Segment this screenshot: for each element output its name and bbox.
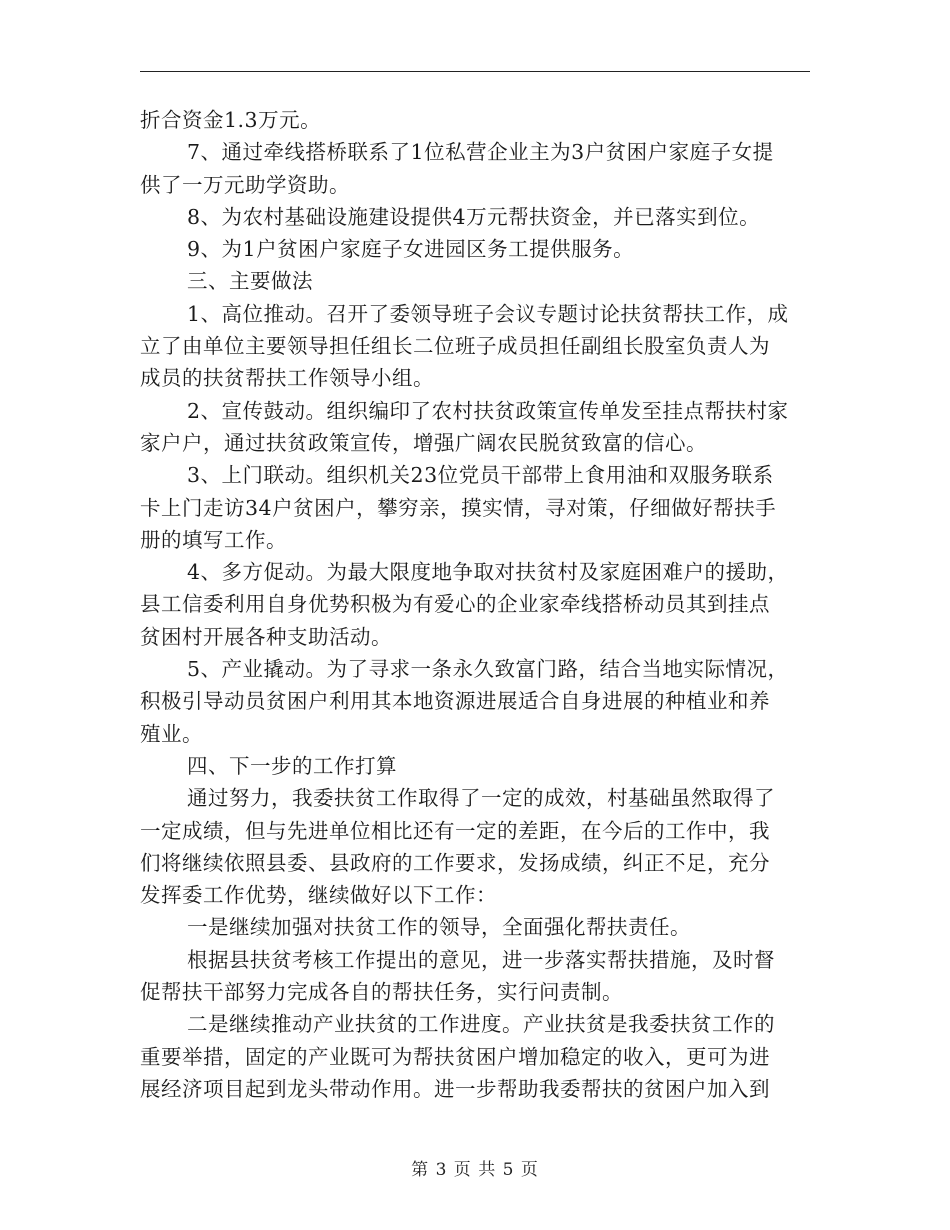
text-line: 重要举措，固定的产业既可为帮扶贫困户增加稳定的收入，更可为进 [140,1044,770,1069]
text-line: 展经济项目起到龙头带动作用。进一步帮助我委帮扶的贫困户加入到 [140,1076,770,1101]
text-line: 们将继续依照县委、县政府的工作要求，发扬成绩，纠正不足，充分 [140,850,770,875]
text-line: 成员的扶贫帮扶工作领导小组。 [140,366,434,391]
text-line: 7、通过牵线搭桥联系了1位私营企业主为3户贫困户家庭子女提 [187,140,774,165]
text-line: 县工信委利用自身优势积极为有爱心的企业家牵线搭桥动员其到挂点 [140,592,770,617]
text-line: 根据县扶贫考核工作提出的意见，进一步落实帮扶措施，及时督 [187,947,775,972]
text-line: 9、为1户贫困户家庭子女进园区务工提供服务。 [187,237,635,262]
text-line: 4、多方促动。为最大限度地争取对扶贫村及家庭困难户的援助， [187,560,789,585]
text-line: 殖业。 [140,721,203,746]
text-line: 积极引导动员贫困户利用其本地资源进展适合自身进展的种植业和养 [140,689,770,714]
text-line: 四、下一步的工作打算 [187,753,397,778]
text-line: 3、上门联动。组织机关23位党员干部带上食用油和双服务联系 [187,463,774,488]
text-line: 三、主要做法 [187,269,313,294]
text-line: 促帮扶干部努力完成各自的帮扶任务，实行问责制。 [140,980,623,1005]
text-line: 册的填写工作。 [140,527,287,552]
text-line: 一是继续加强对扶贫工作的领导，全面强化帮扶责任。 [187,915,691,940]
page-footer: 第 3 页 共 5 页 [411,1160,539,1180]
text-line: 二是继续推动产业扶贫的工作进度。产业扶贫是我委扶贫工作的 [187,1012,775,1037]
text-line: 5、产业撬动。为了寻求一条永久致富门路，结合当地实际情况， [187,657,789,682]
text-line: 一定成绩，但与先进单位相比还有一定的差距，在今后的工作中，我 [140,818,770,843]
text-line: 通过努力，我委扶贫工作取得了一定的成效，村基础虽然取得了 [187,786,775,811]
text-line: 立了由单位主要领导担任组长二位班子成员担任副组长股室负责人为 [140,334,770,359]
header-rule [140,71,810,72]
text-line: 贫困村开展各种支助活动。 [140,624,392,649]
document-body [140,104,810,1105]
text-line: 8、为农村基础设施建设提供4万元帮扶资金，并已落实到位。 [187,204,761,229]
text-line: 发挥委工作优势，继续做好以下工作： [140,883,497,908]
text-line: 卡上门走访34户贫困户，攀穷亲，摸实情，寻对策，仔细做好帮扶手 [140,495,777,520]
text-line: 折合资金1.3万元。 [140,108,322,132]
text-line: 供了一万元助学资助。 [140,172,350,197]
text-line: 1、高位推动。召开了委领导班子会议专题讨论扶贫帮扶工作，成 [187,301,789,326]
text-line: 家户户，通过扶贫政策宣传，增强广阔农民脱贫致富的信心。 [140,430,707,455]
text-line: 2、宣传鼓动。组织编印了农村扶贫政策宣传单发至挂点帮扶村家 [187,398,789,423]
